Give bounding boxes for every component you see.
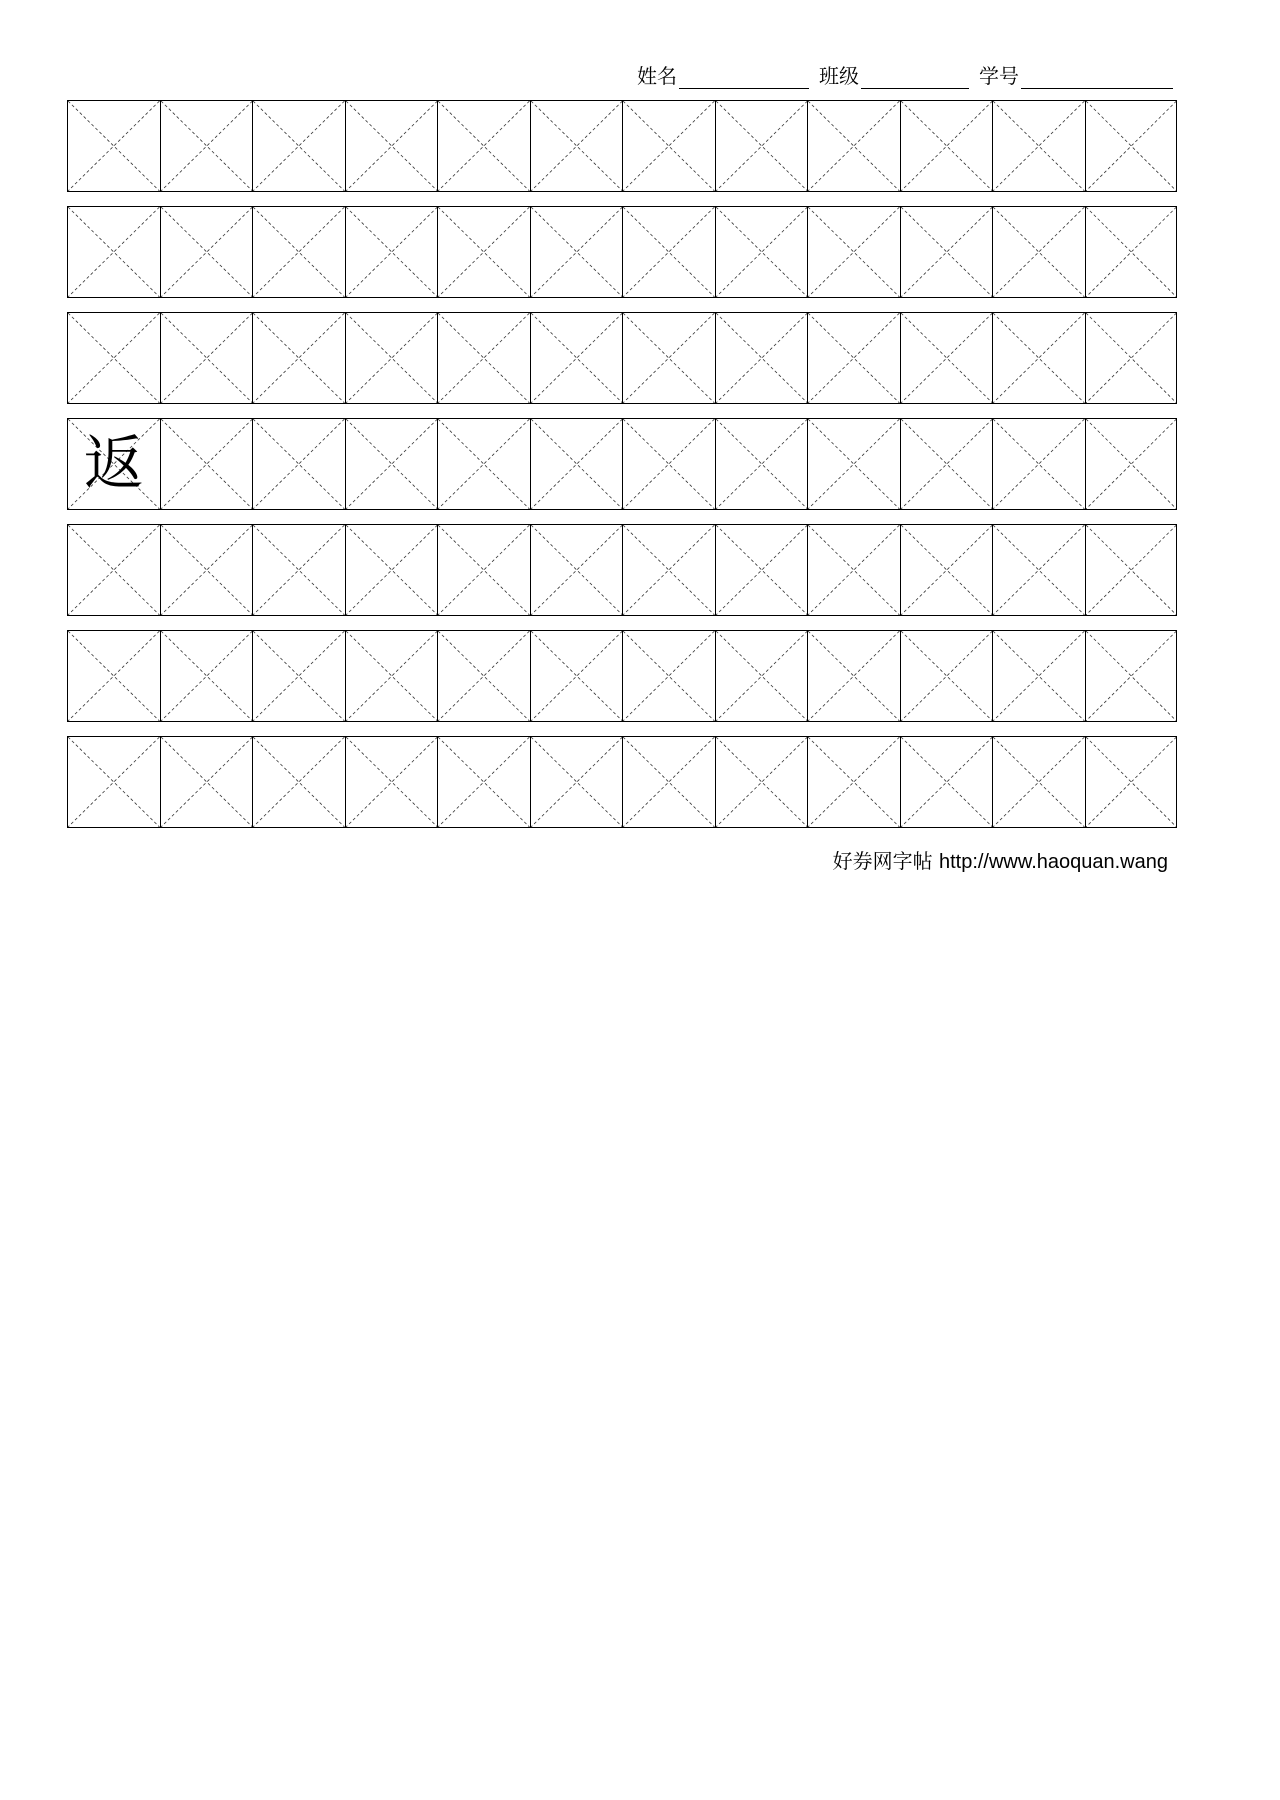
- diagonal-guide-lines: [438, 207, 530, 297]
- diagonal-guide-lines: [346, 525, 438, 615]
- writing-cell[interactable]: [67, 312, 160, 404]
- diagonal-guide-lines: [161, 419, 253, 509]
- diagonal-guide-lines: [901, 101, 993, 191]
- class-field[interactable]: [819, 60, 969, 89]
- writing-cell[interactable]: [345, 206, 438, 298]
- writing-cell[interactable]: [715, 312, 808, 404]
- writing-cell[interactable]: [252, 418, 345, 510]
- writing-cell[interactable]: [530, 630, 623, 722]
- writing-cell[interactable]: [160, 524, 253, 616]
- diagonal-guide-lines: [716, 737, 808, 827]
- grid-row: [67, 418, 1177, 510]
- diagonal-guide-lines: [1086, 313, 1177, 403]
- diagonal-guide-lines: [623, 419, 715, 509]
- grid-row: [67, 630, 1177, 722]
- writing-cell[interactable]: [252, 630, 345, 722]
- grid-row: [67, 312, 1177, 404]
- writing-cell[interactable]: [67, 736, 160, 828]
- writing-cell[interactable]: [160, 418, 253, 510]
- writing-cell[interactable]: [67, 418, 160, 510]
- practice-grid: [67, 100, 1177, 842]
- number-label: 学号: [979, 64, 1019, 88]
- diagonal-guide-lines: [161, 525, 253, 615]
- writing-cell[interactable]: [622, 418, 715, 510]
- diagonal-guide-lines: [808, 525, 900, 615]
- writing-cell[interactable]: [252, 524, 345, 616]
- diagonal-guide-lines: [1086, 207, 1177, 297]
- name-blank-line[interactable]: [679, 66, 809, 89]
- diagonal-guide-lines: [253, 313, 345, 403]
- name-label: 姓名: [637, 64, 677, 88]
- diagonal-guide-lines: [993, 419, 1085, 509]
- diagonal-guide-lines: [161, 207, 253, 297]
- diagonal-guide-lines: [438, 313, 530, 403]
- diagonal-guide-lines: [993, 207, 1085, 297]
- diagonal-guide-lines: [808, 737, 900, 827]
- writing-cell[interactable]: [437, 100, 530, 192]
- diagonal-guide-lines: [531, 525, 623, 615]
- writing-cell[interactable]: [530, 100, 623, 192]
- diagonal-guide-lines: [993, 737, 1085, 827]
- number-blank-line[interactable]: [1021, 66, 1173, 89]
- writing-cell[interactable]: [992, 100, 1085, 192]
- diagonal-guide-lines: [716, 631, 808, 721]
- writing-cell[interactable]: [1085, 418, 1178, 510]
- writing-cell[interactable]: [807, 736, 900, 828]
- writing-cell[interactable]: [1085, 524, 1178, 616]
- diagonal-guide-lines: [623, 313, 715, 403]
- diagonal-guide-lines: [346, 631, 438, 721]
- writing-cell[interactable]: [160, 630, 253, 722]
- writing-cell[interactable]: [715, 206, 808, 298]
- diagonal-guide-lines: [901, 419, 993, 509]
- writing-cell[interactable]: [345, 418, 438, 510]
- writing-cell[interactable]: [715, 418, 808, 510]
- writing-cell[interactable]: [992, 312, 1085, 404]
- diagonal-guide-lines: [68, 207, 160, 297]
- writing-cell[interactable]: [160, 206, 253, 298]
- diagonal-guide-lines: [253, 419, 345, 509]
- diagonal-guide-lines: [808, 313, 900, 403]
- writing-cell[interactable]: [715, 100, 808, 192]
- grid-row: [67, 100, 1177, 192]
- diagonal-guide-lines: [68, 737, 160, 827]
- writing-cell[interactable]: [900, 312, 993, 404]
- diagonal-guide-lines: [993, 525, 1085, 615]
- writing-cell[interactable]: [437, 418, 530, 510]
- diagonal-guide-lines: [161, 631, 253, 721]
- diagonal-guide-lines: [993, 631, 1085, 721]
- diagonal-guide-lines: [161, 313, 253, 403]
- diagonal-guide-lines: [531, 101, 623, 191]
- diagonal-guide-lines: [623, 631, 715, 721]
- diagonal-guide-lines: [346, 207, 438, 297]
- diagonal-guide-lines: [161, 101, 253, 191]
- writing-cell[interactable]: [437, 206, 530, 298]
- diagonal-guide-lines: [531, 207, 623, 297]
- diagonal-guide-lines: [253, 631, 345, 721]
- writing-cell[interactable]: [900, 736, 993, 828]
- grid-row: [67, 736, 1177, 828]
- writing-cell[interactable]: [1085, 630, 1178, 722]
- diagonal-guide-lines: [438, 419, 530, 509]
- writing-cell[interactable]: [345, 630, 438, 722]
- diagonal-guide-lines: [901, 737, 993, 827]
- diagonal-guide-lines: [1086, 631, 1177, 721]
- diagonal-guide-lines: [623, 525, 715, 615]
- writing-cell[interactable]: [530, 418, 623, 510]
- diagonal-guide-lines: [716, 207, 808, 297]
- writing-cell[interactable]: [622, 100, 715, 192]
- diagonal-guide-lines: [993, 101, 1085, 191]
- writing-cell[interactable]: [622, 736, 715, 828]
- diagonal-guide-lines: [346, 737, 438, 827]
- diagonal-guide-lines: [623, 101, 715, 191]
- writing-cell[interactable]: [807, 524, 900, 616]
- writing-cell[interactable]: [900, 524, 993, 616]
- writing-cell[interactable]: [345, 524, 438, 616]
- diagonal-guide-lines: [1086, 737, 1177, 827]
- diagonal-guide-lines: [346, 101, 438, 191]
- diagonal-guide-lines: [68, 525, 160, 615]
- diagonal-guide-lines: [716, 525, 808, 615]
- writing-cell[interactable]: [530, 206, 623, 298]
- model-character: 返: [83, 429, 144, 499]
- diagonal-guide-lines: [531, 737, 623, 827]
- writing-cell[interactable]: [437, 312, 530, 404]
- writing-cell[interactable]: [622, 312, 715, 404]
- writing-cell[interactable]: [992, 418, 1085, 510]
- writing-cell[interactable]: [252, 206, 345, 298]
- class-blank-line[interactable]: [861, 66, 969, 89]
- writing-cell[interactable]: [992, 206, 1085, 298]
- writing-cell[interactable]: [900, 100, 993, 192]
- diagonal-guide-lines: [438, 737, 530, 827]
- diagonal-guide-lines: [808, 419, 900, 509]
- writing-cell[interactable]: [622, 524, 715, 616]
- diagonal-guide-lines: [1086, 419, 1177, 509]
- writing-cell[interactable]: [715, 630, 808, 722]
- diagonal-guide-lines: [438, 525, 530, 615]
- writing-cell[interactable]: [67, 630, 160, 722]
- writing-cell[interactable]: [252, 736, 345, 828]
- writing-cell[interactable]: [252, 100, 345, 192]
- writing-cell[interactable]: [715, 736, 808, 828]
- writing-cell[interactable]: [530, 312, 623, 404]
- student-info-header: [637, 60, 1173, 89]
- grid-row: [67, 206, 1177, 298]
- writing-cell[interactable]: [807, 418, 900, 510]
- writing-cell[interactable]: [345, 312, 438, 404]
- writing-cell[interactable]: [900, 206, 993, 298]
- writing-cell[interactable]: [160, 100, 253, 192]
- diagonal-guide-lines: [623, 737, 715, 827]
- footer: [833, 845, 1168, 874]
- diagonal-guide-lines: [438, 631, 530, 721]
- writing-cell[interactable]: [437, 524, 530, 616]
- diagonal-guide-lines: [716, 419, 808, 509]
- writing-cell[interactable]: [992, 630, 1085, 722]
- diagonal-guide-lines: [808, 101, 900, 191]
- diagonal-guide-lines: [253, 207, 345, 297]
- diagonal-guide-lines: [253, 525, 345, 615]
- writing-cell[interactable]: [437, 630, 530, 722]
- diagonal-guide-lines: [531, 419, 623, 509]
- writing-cell[interactable]: [807, 206, 900, 298]
- writing-cell[interactable]: [67, 100, 160, 192]
- writing-cell[interactable]: [622, 206, 715, 298]
- grid-row: [67, 524, 1177, 616]
- writing-cell[interactable]: [900, 630, 993, 722]
- writing-cell[interactable]: [345, 736, 438, 828]
- writing-cell[interactable]: [622, 630, 715, 722]
- writing-cell[interactable]: [807, 630, 900, 722]
- diagonal-guide-lines: [68, 101, 160, 191]
- diagonal-guide-lines: [68, 631, 160, 721]
- diagonal-guide-lines: [716, 101, 808, 191]
- number-field[interactable]: [979, 60, 1173, 89]
- writing-cell[interactable]: [67, 206, 160, 298]
- diagonal-guide-lines: [901, 631, 993, 721]
- diagonal-guide-lines: [253, 101, 345, 191]
- writing-cell[interactable]: [530, 524, 623, 616]
- class-label: 班级: [819, 64, 859, 88]
- footer-site-name: 好券网字帖: [832, 849, 933, 873]
- diagonal-guide-lines: [901, 525, 993, 615]
- writing-cell[interactable]: [160, 312, 253, 404]
- diagonal-guide-lines: [623, 207, 715, 297]
- writing-cell[interactable]: [992, 524, 1085, 616]
- writing-cell[interactable]: [992, 736, 1085, 828]
- writing-cell[interactable]: [252, 312, 345, 404]
- writing-cell[interactable]: [67, 524, 160, 616]
- diagonal-guide-lines: [253, 737, 345, 827]
- writing-cell[interactable]: [1085, 206, 1178, 298]
- footer-url[interactable]: http://www.haoquan.wang: [938, 851, 1168, 873]
- writing-cell[interactable]: [437, 736, 530, 828]
- writing-cell[interactable]: [160, 736, 253, 828]
- diagonal-guide-lines: [808, 631, 900, 721]
- writing-cell[interactable]: [345, 100, 438, 192]
- diagonal-guide-lines: [68, 313, 160, 403]
- writing-cell[interactable]: [900, 418, 993, 510]
- diagonal-guide-lines: [161, 737, 253, 827]
- diagonal-guide-lines: [531, 631, 623, 721]
- diagonal-guide-lines: [1086, 525, 1177, 615]
- writing-cell[interactable]: [1085, 312, 1178, 404]
- diagonal-guide-lines: [1086, 101, 1177, 191]
- diagonal-guide-lines: [993, 313, 1085, 403]
- diagonal-guide-lines: [808, 207, 900, 297]
- diagonal-guide-lines: [346, 419, 438, 509]
- diagonal-guide-lines: [716, 313, 808, 403]
- diagonal-guide-lines: [346, 313, 438, 403]
- writing-cell[interactable]: [807, 312, 900, 404]
- writing-cell[interactable]: [715, 524, 808, 616]
- diagonal-guide-lines: [901, 313, 993, 403]
- diagonal-guide-lines: [438, 101, 530, 191]
- writing-cell[interactable]: [1085, 100, 1178, 192]
- diagonal-guide-lines: [901, 207, 993, 297]
- writing-cell[interactable]: [530, 736, 623, 828]
- writing-cell[interactable]: [807, 100, 900, 192]
- diagonal-guide-lines: [531, 313, 623, 403]
- writing-cell[interactable]: [1085, 736, 1178, 828]
- name-field[interactable]: [637, 60, 809, 89]
